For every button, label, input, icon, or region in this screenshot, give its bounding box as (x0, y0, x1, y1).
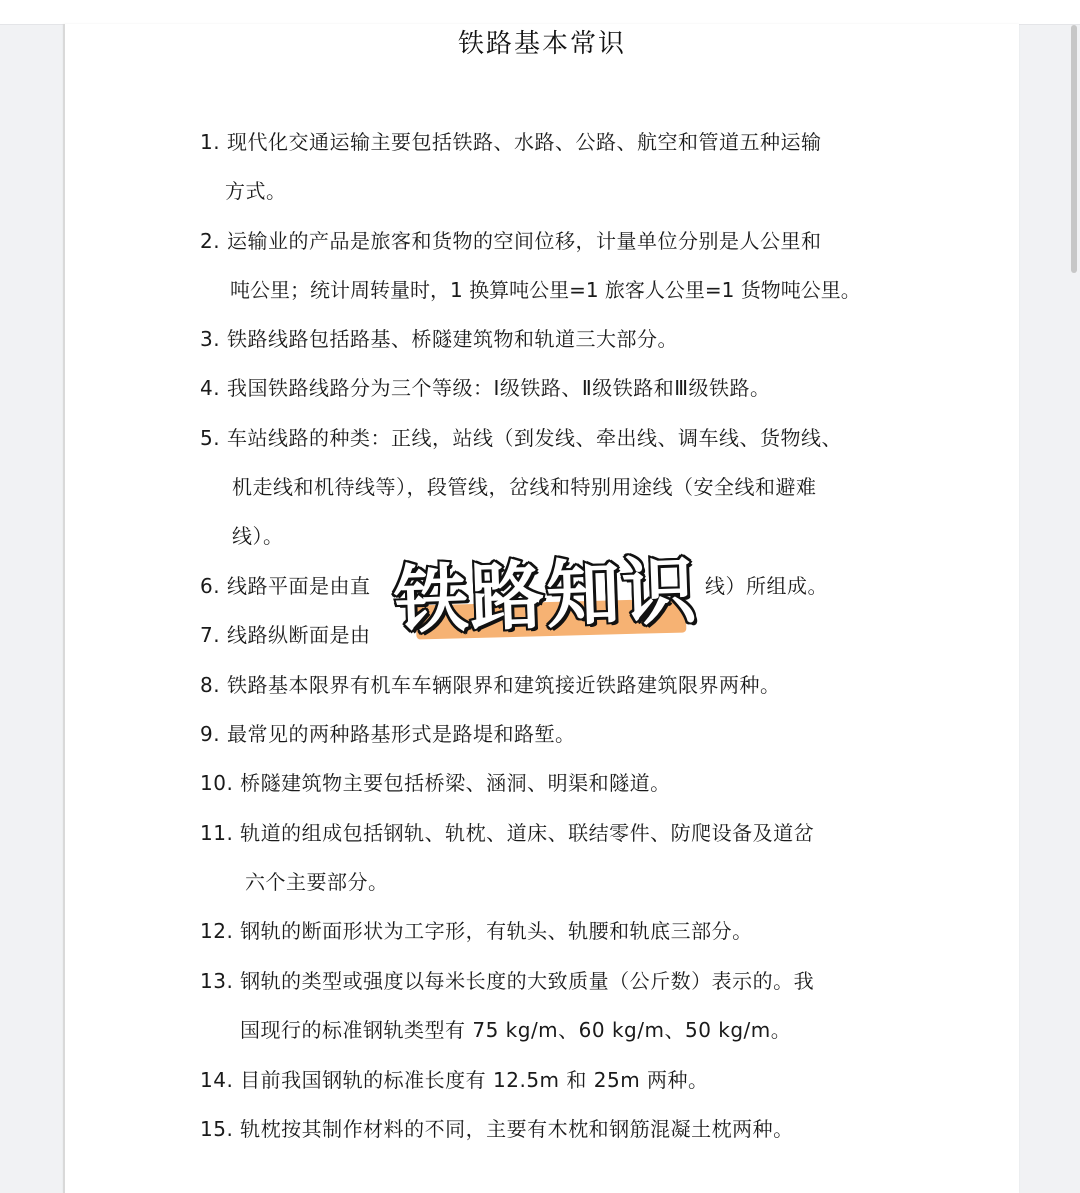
item-text-line: 我国铁路线路分为三个等级：Ⅰ级铁路、Ⅱ级铁路和Ⅲ级铁路。 (226, 376, 771, 400)
list-item-8 (200, 671, 780, 699)
item-text-line: 机走线和机待线等），段管线，岔线和特别用途线（安全线和避难 (232, 475, 817, 499)
list-item-2 (200, 227, 821, 255)
item-number: 7. (200, 623, 221, 647)
item-text-line: 线）。 (232, 524, 284, 548)
list-item-5-cont (232, 473, 817, 501)
item-text-line: 方式。 (225, 179, 287, 203)
item-number: 10. (200, 771, 234, 795)
item-number: 13. (200, 969, 234, 993)
item-text-line: 车站线路的种类：正线，站线（到发线、牵出线、调车线、货物线、 (226, 426, 842, 450)
list-item-7 (200, 621, 370, 649)
document-title: 铁路基本常识 (457, 29, 626, 59)
overlay-text: 铁路知识 (392, 547, 700, 645)
list-item-4 (200, 374, 770, 402)
item-number: 9. (200, 722, 221, 746)
item-text-line: 桥隧建筑物主要包括桥梁、涵洞、明渠和隧道。 (240, 771, 671, 795)
item-number: 1. (200, 130, 221, 154)
item-number: 5. (200, 426, 221, 450)
item-text-line: 目前我国钢轨的标准长度有 12.5m 和 25m 两种。 (240, 1068, 709, 1092)
item-text-line: 吨公里；统计周转量时，1 换算吨公里=1 旅客人公里=1 货物吨公里。 (230, 278, 861, 302)
item-text-line: 钢轨的断面形状为工字形，有轨头、轨腰和轨底三部分。 (240, 919, 753, 943)
item-text-line: 钢轨的类型或强度以每米长度的大致质量（公斤数）表示的。我 (240, 969, 815, 993)
item-text-line: 线路纵断面是由 (226, 623, 371, 647)
overlay-banner (376, 546, 716, 646)
scrollbar-thumb[interactable] (1071, 25, 1077, 273)
item-text-line: 线）所组成。 (705, 574, 828, 598)
list-item-11 (200, 819, 814, 847)
item-number: 12. (200, 919, 234, 943)
list-item-12 (200, 917, 753, 945)
item-text-line: 线路平面是由直 (226, 574, 371, 598)
item-text-line: 国现行的标准钢轨类型有 75 kg/m、60 kg/m、50 kg/m。 (240, 1018, 792, 1042)
item-text-line: 轨道的组成包括钢轨、轨枕、道床、联结零件、防爬设备及道岔 (240, 821, 815, 845)
top-bar (0, 0, 1080, 25)
item-number: 6. (200, 574, 221, 598)
item-number: 2. (200, 229, 221, 253)
item-text-line: 运输业的产品是旅客和货物的空间位移，计量单位分别是人公里和 (226, 229, 822, 253)
item-text-line: 轨枕按其制作材料的不同，主要有木枕和钢筋混凝土枕两种。 (240, 1117, 794, 1141)
list-item-13-cont (240, 1016, 791, 1044)
list-item-5-cont2 (232, 522, 284, 550)
list-item-3 (200, 325, 678, 353)
item-number: 3. (200, 327, 221, 351)
list-item-10 (200, 769, 671, 797)
list-item-15 (200, 1115, 794, 1143)
list-item-5 (200, 424, 842, 452)
item-text-line: 最常见的两种路基形式是路堤和路堑。 (226, 722, 576, 746)
list-item-13 (200, 967, 814, 995)
item-number: 8. (200, 673, 221, 697)
list-item-11-cont (245, 868, 389, 896)
item-text-line: 铁路线路包括路基、桥隧建筑物和轨道三大部分。 (226, 327, 678, 351)
item-number: 4. (200, 376, 221, 400)
list-item-9 (200, 720, 575, 748)
list-item-2-cont (230, 276, 861, 304)
list-item-6-tail (705, 572, 828, 600)
item-number: 14. (200, 1068, 234, 1092)
list-item-14 (200, 1066, 709, 1094)
item-text-line: 六个主要部分。 (245, 870, 389, 894)
item-text-line: 现代化交通运输主要包括铁路、水路、公路、航空和管道五种运输 (226, 130, 822, 154)
list-item-1-cont (225, 177, 287, 205)
item-number: 15. (200, 1117, 234, 1141)
item-number: 11. (200, 821, 234, 845)
list-item-1 (200, 128, 821, 156)
item-text-line: 铁路基本限界有机车车辆限界和建筑接近铁路建筑限界两种。 (226, 673, 781, 697)
list-item-6 (200, 572, 370, 600)
